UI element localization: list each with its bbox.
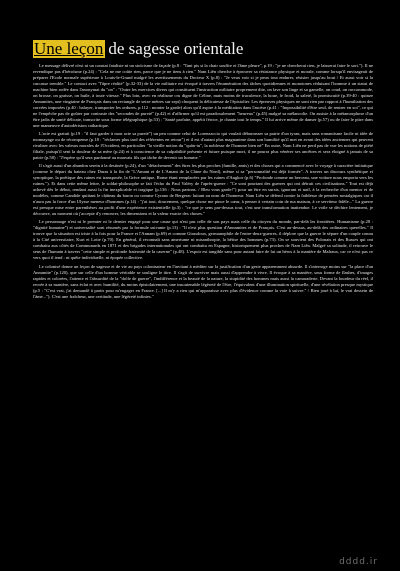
paragraph-1: Le message délivré n'est ni un constat fataliste ni un stoïcisme de façade (p.8 : "Tant pis si la chair souffre et l'âme pleure", p.19 : "je ne chercherai rien, je laisserai faire le sort."). Il ne revendique pas d'héroïsme (p.24) : "Cela ne me coûte rien, parce que je ne tiens à rien." Nam Liên cherche à éprouver sa résistance physique et morale, comme lorsqu'il envisageait de préparer l'Ecole normale supérieure à Louis-le-Grand malgré les avertissements du Docteur X (p.8) : "Je veux voir si je peux tout endurer, résister jusqu'au bout / Et aussi voir si la carcasse tremble." Le contact avec "l'âpre réalité" (p.32-33) de la vie militaire est évoqué à travers l'énumération des tâches quotidiennes et monotones réduisant l'homme à un statut de machine bien rodée dans l'anonymat du "on" : "Outre les exercices divers qui constituent l'instruction militaire proprement dite, on lave son linge et sa gamelle, on coud, on raccommode, on brosse, on graisse, on huile, à toute vitesse." Plus loin, avec en réalisme cru digne de Céline, mais moins de truculence, la boue, le froid, la saleté, la promiscuité (p.39-40 : quinze Annamites, une vingtaine de Français dans un rectangle de seize mètres sur sept) choquent la délicatesse de l'épistolier. Les épreuves physiques ne sont rien par rapport à l'humiliation des corvées imposées (p.40 : balayer, transporter les ordures, p.112 : monter la garde) alors qu'il aspire à la méditation dans l'ascèse (p.41 : "Impossibilité d'être seul, de rentrer en soi", ce qui ne l'empêche pas de goûter par contraste des "secondes de pureté" (p.42) et d'affirmer qu'il est paradoxalement "heureux" (p.45) malgré sa mélancolie. On assiste à la métamorphose d'un être jadis de santé délicate, transcrite sous forme télégraphique (p.53) : "Santé parfaite, appétit féroce, je chante tout le temps." Il lui arrive même de danser (p.57) ou de faire le pitre dans une manœuvre d'autodérision cathartique. (33, 63, 373, 129)
article-title (33, 40, 243, 60)
paragraph-5: Le colonisé donne un leçon de sagesse et de vie au pays colonisateur en l'invitant à méditer sur la justification d'un geste apparemment absurde. Il s'interroge moins sur "la place d'un Annamite" (p.120), que sur celle d'un homme véritable se souligne le titre. Il s'agit de survivre mais aussi d'apprendre à vivre. Il évoque à sa manière, sous forme de flashes, d'images rapides et colorées, l'attente et l'absurdité de la "drôle de guerre", l'indifférence et la beauté de la nature, la stupidité des hommes mais aussi la camaraderie. Devant la lourdeur du réel, il recrée à sa manière, sans éclat et avec humilité, du moins épistolairement, une insoutenable légèreté de l'être, l'équivalent d'une illumination spirituelle, d'une révélation presque mystique (p.5 : "C'est vrai, j'ai demandé à partir pour m'engager en France. [...] Il m'y a rien qui m'apparaisse avec plus d'évidence comme la voie à suivre." / Bien joué à lui, le vrai dessein de l'âme..."). C'est une fraîcheur, une certitude, une légèreté infinies." (33, 263, 373, 299)
paragraph-2: L'acte est gratuit (p.19 : "il faut garder à mon acte sa pureté") un peu comme celui de Lorenzaccio qui voulait débarrasser sa patrie d'un tyran, mais sans romantisme facile ni idée de monnayage ou de récompense (p.18 : "réclamer plus tard des référentes en retour") et il est d'autant plus magnanime dans son humilité qu'il met en avant des idées anciennes qui peuvent rivaliser avec les valeurs morales de l'Occident, en particulier "la vieille notion du "quân-tu", la noblesse de l'homme bien né" En outre, Nam Liên ne perd pas de vue les notions de piété filiale, puisqu'il sent la douleur de sa mère (p.24) et à conscience de sa culpabilité présente et future puisque mort, il ne pourra plus vénérer ses ancêtres et sera éloigné à jamais de sa patrie (p.58) : "J'espère qu'il sera pardonné au mauvais fils qui tâche de devenir un homme." (33, 131, 373, 161)
title-rest: de sagesse orientale (108, 39, 244, 58)
paragraph-3: Il s'agit aussi d'un abandon serein à la destinée (p.24), d'un "détachement" des êtres les plus proches (famille, amis) et des choses qui a commencé avec le voyage à caractère initiatique (comme le départ du bateau chez Duras à la fin de "L'Amant et de L'Amant de la Chine du Nord), même si sa "personnalité est déjà formée". A travers un discours synthétique et synoptique, la poétique des ruines est transposée, la Grèce antique, Rome étant remplacées par les ruines d'Angkor (p.6) "Profonde comme un berceau, une voiture nous emporta vers les ruines."). Et dans cette même lettre, le soldat-philosophe se fait l'écho du Paul Valéry de l'après-guerre : "Ce sont pourtant des guerres qui ont détruit ces civilisations." Tout est déjà achevé dès le début, rendant aussi la fin inexplicable et tragique (p.136 : Nous partons. / Bleu vous garde!") pour un être en sursis, ignorant et naïf, à la recherche d'un mentor et de modèles, comme Candide quittant le château du baron ou comme Cyrano de Bergerac luttant au nom de l'honneur. Nam Liên se défend contre la faiblesse de pensées nostalgiques car il n'aura pas la force d'un Ulysse meneur d'hommes (p.14) : "j'ai tout, doucement, quelque chose me pince le cœur, à penser à certain coin de ma maison, à ce serviteur fidèle..." La guerre est presque mise entre parenthèses au profit d'une expérience existentielle (p.3) : "ce que je sens par-dessus tout, c'est une transformation inattendue. Le voile se déchire lentement, je découvre, au moment où j'accepte d'y renoncer, les dimensions et la valeur exacte des choses." (33, 163, 373, 217)
title-highlight: Une leçon (34, 39, 104, 58)
paragraph-4: Le personnage n'est ni le premier ni le dernier engagé pour une cause qui n'est pas celle de son pays mais celle du citoyen du monde, par-delà les frontières. Humanisme (p.28 : "dignité humaine") et universalité sont résumés par la formule suivante (p.13) : "Il n'est plus question d'Annamites et de Français. C'est au-dessus, au-delà des ordinaires querelles." Il trouve que la situation est triste à la fois pour la France et l'Annam (p.69) et comme Girasdoux, germanophile de l'entre-deux-guerres, il déplore que la guerre le sépare d'un couple connu à la Cité universitaire, Kurt et Lotte (p.70). En général, il reconnaît sans amertume ni misanthropie, la bêtise des hommes (p.73). On se souvient des Polonais et des Russes qui ont combattu aux côtés de Communards en 1871 et des brigades internationales qui ont combattu en Espagne, historiquement plus proches de Nam Liên. Malgré sa solitude, il retrouve le sens de l'humain à travers "cette simple et profonde fraternité de la caserne" (p.48). L'espoir est tangible sans pour autant faire de lui un héros à la manière de Malraux, car ce n'est pas ce vers quoi il tend : ni quête individuelle, ni épopée collective. (33, 219, 373, 261)
article-body (33, 63, 373, 302)
watermark: dddd.ir (339, 557, 378, 567)
